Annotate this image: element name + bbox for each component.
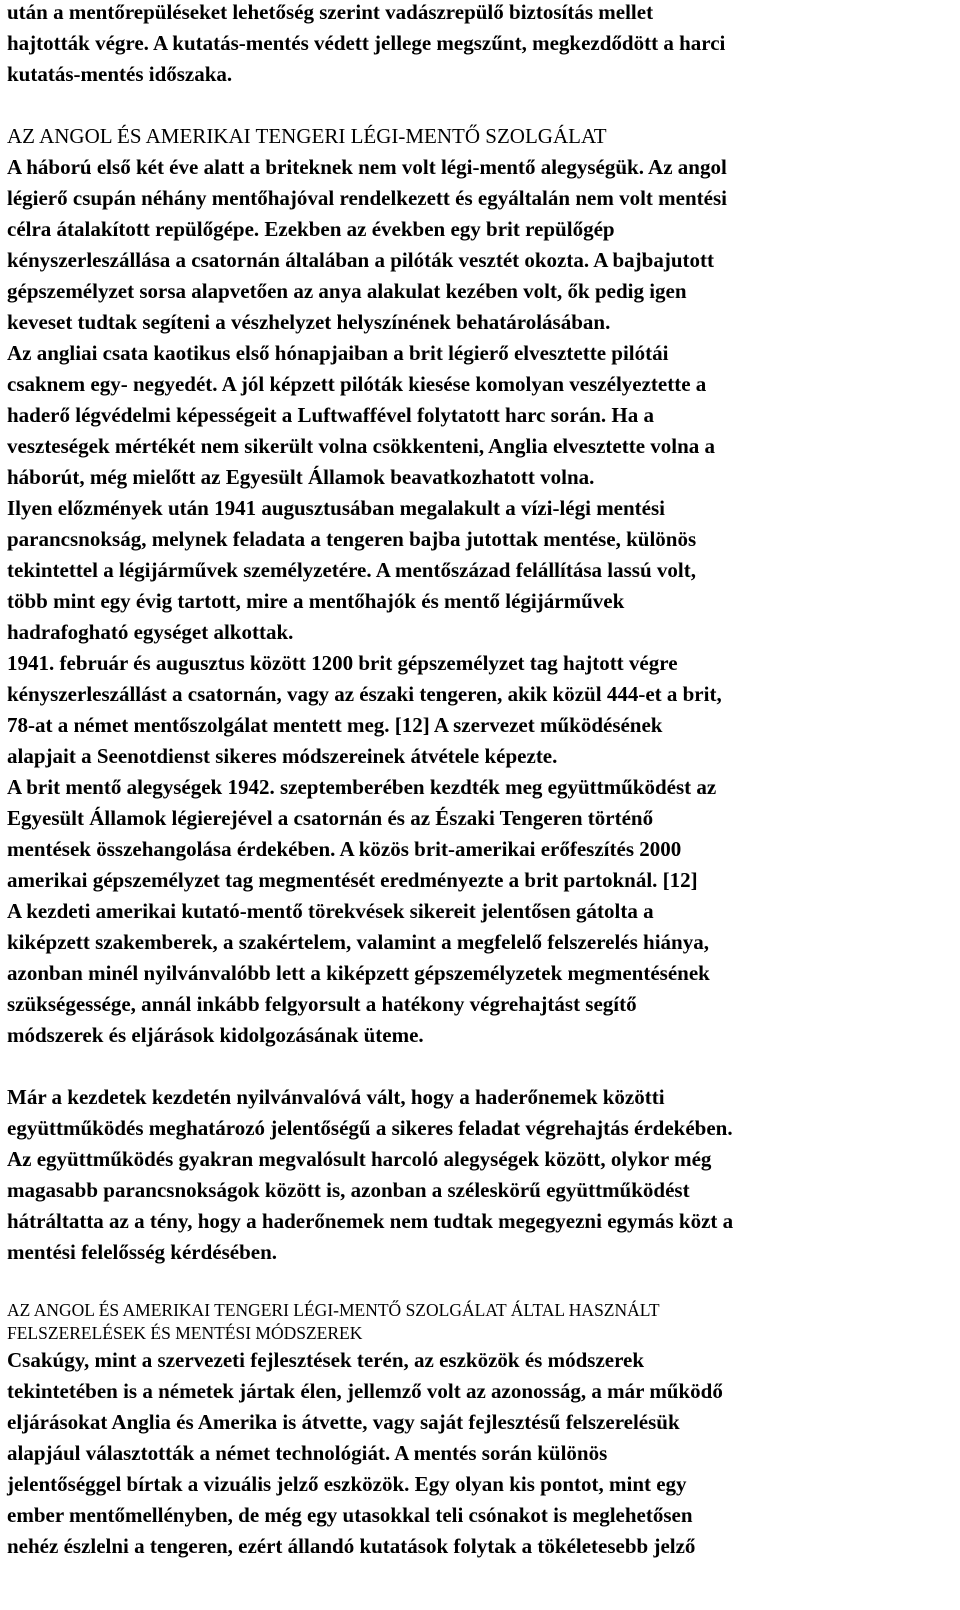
text-line: jelentőséggel bírtak a vizuális jelző eszközök. Egy olyan kis pontot, mint egy (7, 1472, 687, 1496)
text-line: kiképzett szakemberek, a szakértelem, valamint a megfelelő felszerelés hiánya, (7, 930, 709, 954)
text-line: gépszemélyzet sorsa alapvetően az anya alakulat kezében volt, ők pedig igen (7, 279, 687, 303)
text-line: nehéz észlelni a tengeren, ezért állandó kutatások folytak a tökéletesebb jelző (7, 1534, 696, 1558)
section-body (7, 1345, 942, 1562)
text-line: célra átalakított repülőgépe. Ezekben az években egy brit repülőgép (7, 217, 615, 241)
section-rescue-service (7, 121, 942, 1051)
text-line: szükségessége, annál inkább felgyorsult a hatékony végrehajtást segítő (7, 992, 637, 1016)
text-line: parancsnokság, melynek feladata a tengeren bajba jutottak mentése, különös (7, 527, 697, 551)
text-line: haderő légvédelmi képességeit a Luftwaffével folytatott harc során. Ha a (7, 403, 655, 427)
text-line: A brit mentő alegységek 1942. szeptemberében kezdték meg együttműködést az (7, 775, 717, 799)
text-line: háborút, még mielőtt az Egyesült Államok beavatkozhatott volna. (7, 465, 595, 489)
text-line: kényszerleszállása a csatornán általában a pilóták vesztét okozta. A bajbajutott (7, 248, 714, 272)
text-line: veszteségek mértékét nem sikerült volna csökkenteni, Anglia elvesztette volna a (7, 434, 716, 458)
section-heading: FELSZERELÉSEK ÉS MENTÉSI MÓDSZEREK (7, 1323, 363, 1343)
text-line: módszerek és eljárások kidolgozásának üteme. (7, 1023, 424, 1047)
text-line: eljárásokat Anglia és Amerika is átvette, vagy saját fejlesztésű felszerelésük (7, 1410, 680, 1434)
section-equipment (7, 1299, 942, 1562)
text-line: hátráltatta az a tény, hogy a haderőnemek nem tudtak megegyezni egymás közt a (7, 1209, 734, 1233)
text-line: mentési felelősség kérdésében. (7, 1240, 278, 1264)
text-line: Ilyen előzmények után 1941 augusztusában megalakult a vízi-légi mentési (7, 496, 666, 520)
text-line: amerikai gépszemélyzet tag megmentését eredményezte a brit partoknál. [12] (7, 868, 698, 892)
document-page (7, 0, 942, 1562)
text-line: hadrafogható egységet alkottak. (7, 620, 294, 644)
text-line: Az együttműködés gyakran megvalósult harcoló alegységek között, olykor még (7, 1147, 712, 1171)
text-line: ember mentőmellényben, de még egy utasokkal teli csónakot is meglehetősen (7, 1503, 693, 1527)
text-line: kutatás-mentés időszaka. (7, 62, 233, 86)
text-line: mentések összehangolása érdekében. A közös brit-amerikai erőfeszítés 2000 (7, 837, 682, 861)
text-line: légierő csupán néhány mentőhajóval rendelkezett és egyáltalán nem volt mentési (7, 186, 727, 210)
text-line: tekintetében is a németek jártak élen, jellemző volt az azonosság, a már működő (7, 1379, 723, 1403)
section-body (7, 152, 942, 1051)
text-line: 78-at a német mentőszolgálat mentett meg. [12] A szervezet működésének (7, 713, 663, 737)
text-line: Már a kezdetek kezdetén nyilvánvalóvá vált, hogy a haderőnemek közötti (7, 1085, 665, 1109)
section-heading: AZ ANGOL ÉS AMERIKAI TENGERI LÉGI-MENTŐ SZOLGÁLAT (7, 124, 607, 148)
text-line: A kezdeti amerikai kutató-mentő törekvések sikereit jelentősen gátolta a (7, 899, 654, 923)
text-line: 1941. február és augusztus között 1200 brit gépszemélyzet tag hajtott végre (7, 651, 678, 675)
text-line: alapjait a Seenotdienst sikeres módszereinek átvétele képezte. (7, 744, 558, 768)
text-line: A háború első két éve alatt a briteknek nem volt légi-mentő alegységük. Az angol (7, 155, 727, 179)
text-line: több mint egy évig tartott, mire a mentőhajók és mentő légijárművek (7, 589, 625, 613)
text-line: magasabb parancsnokságok között is, azonban a széleskörű együttműködést (7, 1178, 690, 1202)
text-line: azonban minél nyilvánvalóbb lett a kiképzett gépszemélyzetek megmentésének (7, 961, 710, 985)
text-line: csaknem egy- negyedét. A jól képzett pilóták kiesése komolyan veszélyeztette a (7, 372, 707, 396)
text-line: együttműködés meghatározó jelentőségű a sikeres feladat végrehajtás érdekében. (7, 1116, 733, 1140)
intro-paragraph (7, 0, 942, 90)
text-line: kényszerleszállást a csatornán, vagy az északi tengeren, akik közül 444-et a brit, (7, 682, 722, 706)
text-line: alapjául választották a német technológiát. A mentés során különös (7, 1441, 608, 1465)
text-line: Csakúgy, mint a szervezeti fejlesztések terén, az eszközök és módszerek (7, 1348, 645, 1372)
text-line: után a mentőrepüléseket lehetőség szerint vadászrepülő biztosítás mellet (7, 0, 654, 24)
text-line: hajtották végre. A kutatás-mentés védett jellege megszűnt, megkezdődött a harci (7, 31, 726, 55)
text-line: Az angliai csata kaotikus első hónapjaiban a brit légierő elvesztette pilótái (7, 341, 669, 365)
text-line: tekintettel a légijárművek személyzetére. A mentőszázad felállítása lassú volt, (7, 558, 696, 582)
section-heading: AZ ANGOL ÉS AMERIKAI TENGERI LÉGI-MENTŐ SZOLGÁLAT ÁLTAL HASZNÁLT (7, 1300, 660, 1320)
cooperation-paragraph (7, 1082, 942, 1268)
text-line: Egyesült Államok légierejével a csatornán és az Északi Tengeren történő (7, 806, 654, 830)
text-line: keveset tudtak segíteni a vészhelyzet helyszínének behatárolásában. (7, 310, 611, 334)
